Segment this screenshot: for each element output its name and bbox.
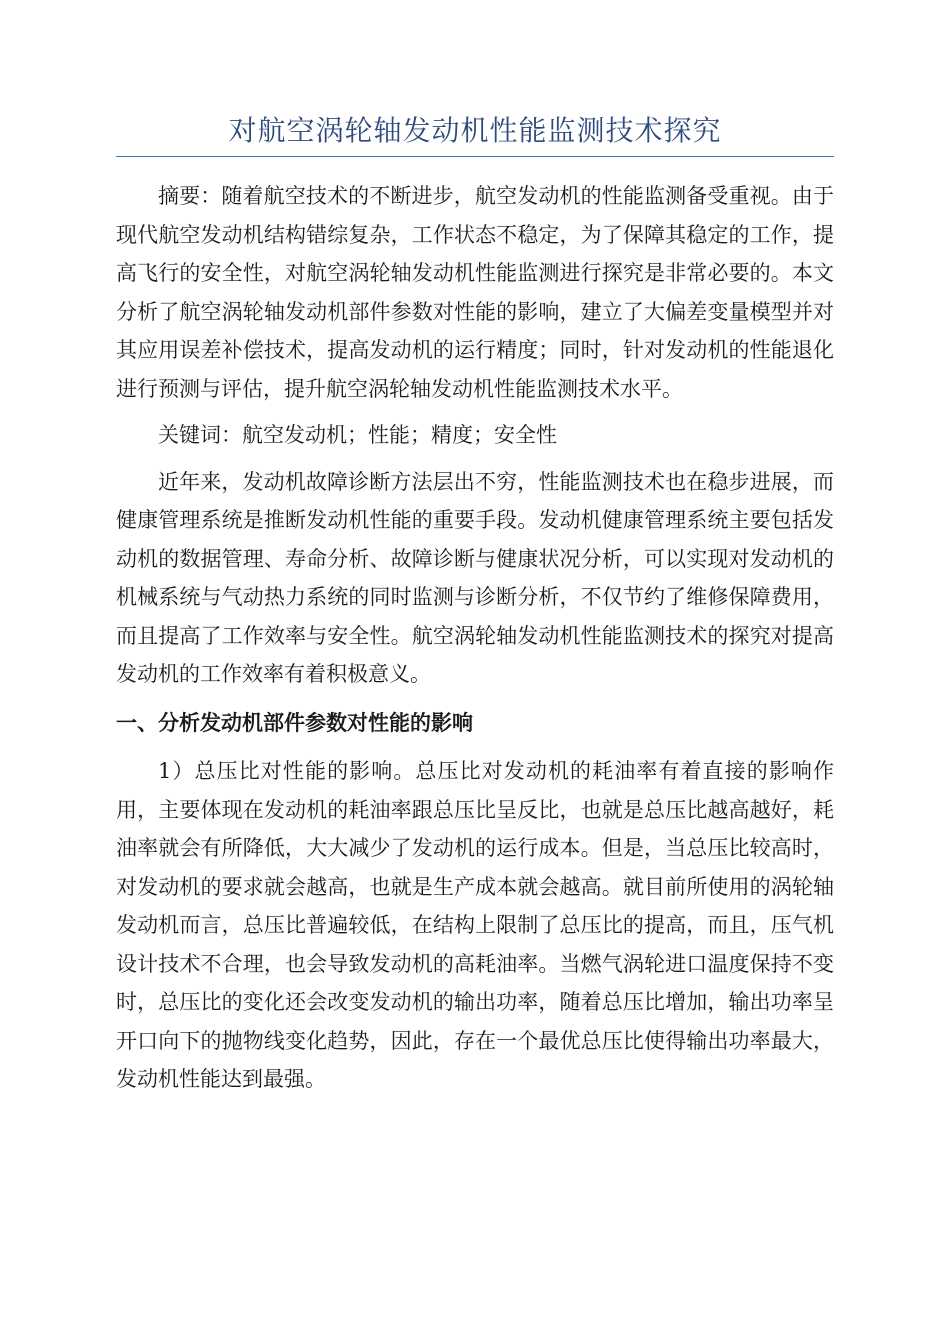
keywords-paragraph: 关键词：航空发动机；性能；精度；安全性: [158, 423, 557, 447]
section-heading-1: 一、分析发动机部件参数对性能的影响: [116, 709, 473, 735]
section-1-point-1: 1）总压比对性能的影响。总压比对发动机的耗油率有着直接的影响作用，主要体现在发动机的耗油率跟总压比呈反比，也就是总压比越高越好，耗油率就会有所降低，大大减少了发动机的运行成本。但是，当总压比较高时，对发动机的要求就会越高，也就是生产成本就会越高。就目前所使用的涡轮轴发动机而言，总压比普遍较低，在结构上限制了总压比的提高，而且，压气机设计技术不合理，也会导致发动机的高耗油率。当燃气涡轮进口温度保持不变时，总压比的变化还会改变发动机的输出功率，随着总压比增加，输出功率呈开口向下的抛物线变化趋势，因此，存在一个最优总压比使得输出功率最大，发动机性能达到最强。: [116, 759, 834, 1091]
document-page: [116, 108, 834, 1099]
title-underline: [116, 156, 834, 157]
abstract-paragraph: 摘要：随着航空技术的不断进步，航空发动机的性能监测备受重视。由于现代航空发动机结构错综复杂，工作状态不稳定，为了保障其稳定的工作，提高飞行的安全性，对航空涡轮轴发动机性能监测进行探究是非常必要的。本文分析了航空涡轮轴发动机部件参数对性能的影响，建立了大偏差变量模型并对其应用误差补偿技术，提高发动机的运行精度；同时，针对发动机的性能退化进行预测与评估，提升航空涡轮轴发动机性能监测技术水平。: [116, 184, 834, 401]
intro-paragraph: 近年来，发动机故障诊断方法层出不穷，性能监测技术也在稳步进展，而健康管理系统是推断发动机性能的重要手段。发动机健康管理系统主要包括发动机的数据管理、寿命分析、故障诊断与健康状况分析，可以实现对发动机的机械系统与气动热力系统的同时监测与诊断分析，不仅节约了维修保障费用，而且提高了工作效率与安全性。航空涡轮轴发动机性能监测技术的探究对提高发动机的工作效率有着积极意义。: [116, 469, 834, 686]
document-title: 对航空涡轮轴发动机性能监测技术探究: [228, 114, 722, 147]
